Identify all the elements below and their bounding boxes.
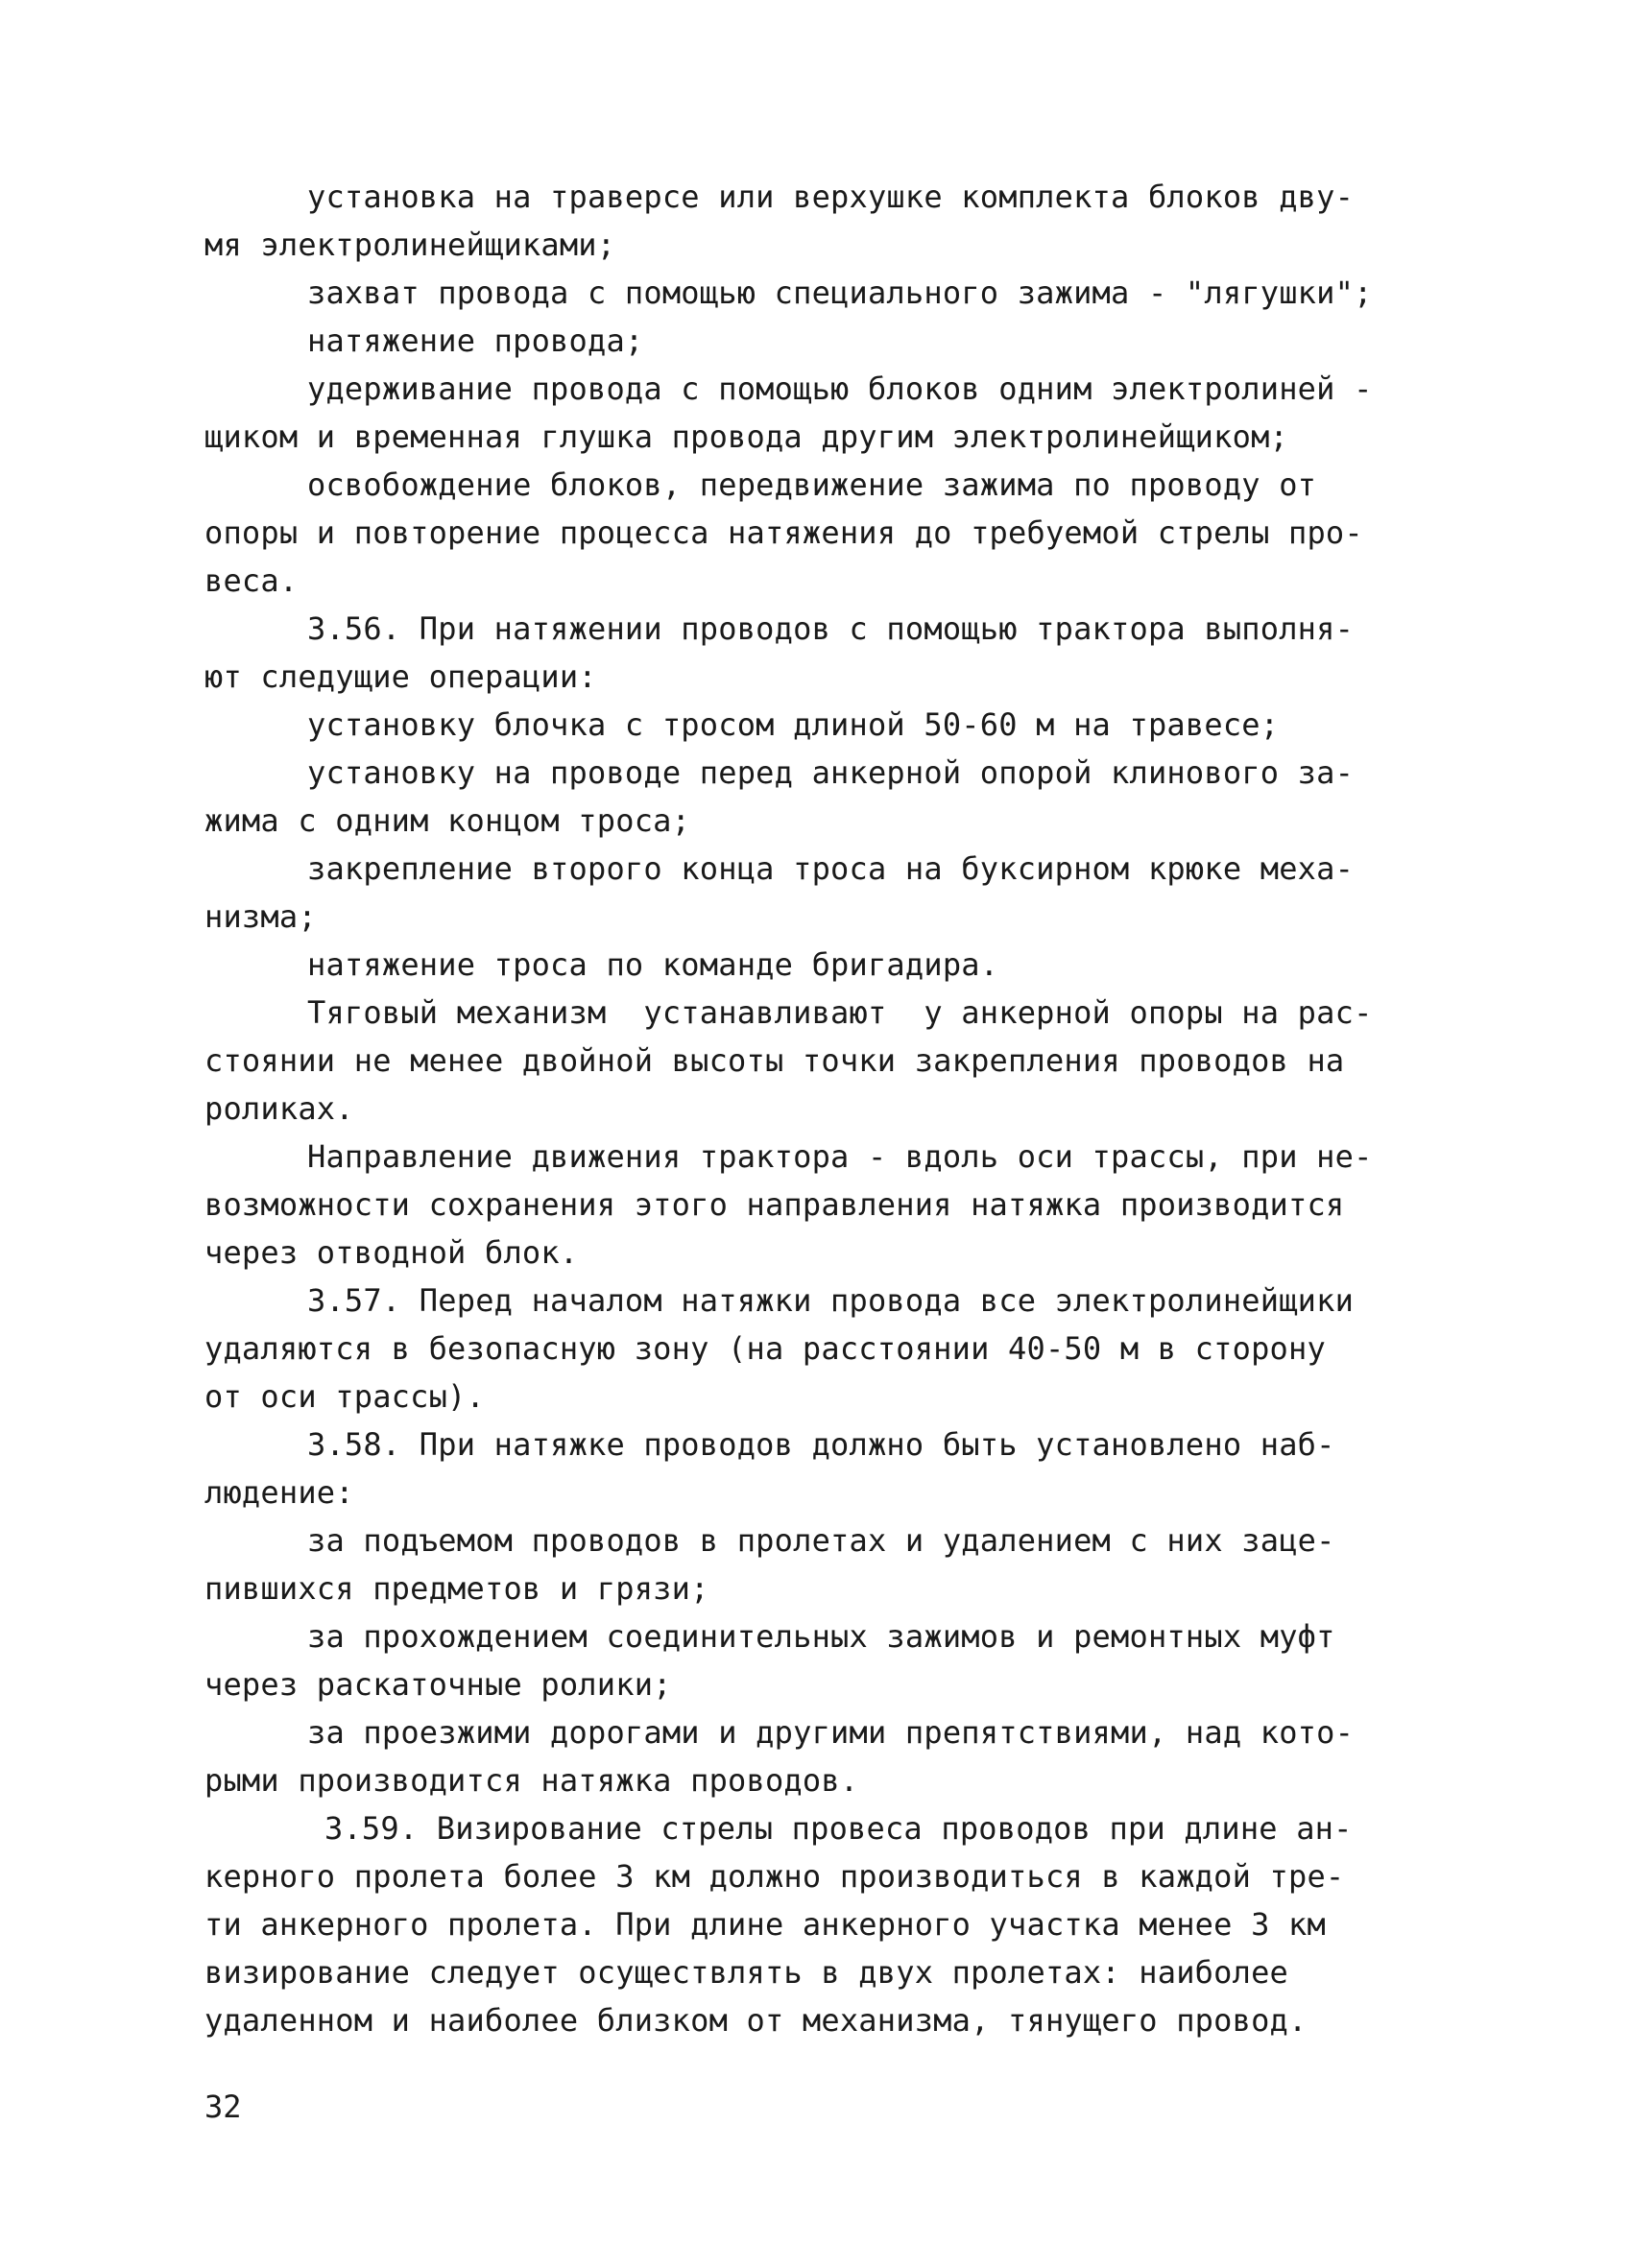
text-line: Тяговый механизм устанавливают у анкерной опоры на рас- [307,994,1373,1031]
text-line: опоры и повторение процесса натяжения до требуемой стрелы про- [204,514,1363,551]
text-line: удаляются в безопасную зону (на расстоянии 40-50 м в сторону [204,1330,1326,1367]
body-text [204,173,1452,2044]
text-line: людение: [204,1474,354,1511]
text-line: через раскаточные ролики; [204,1666,672,1703]
page-number: 32 [204,2089,242,2125]
text-line: рыми производится натяжка проводов. [204,1762,859,1799]
text-line: установка на траверсе или верхушке комплекта блоков дву- [307,179,1355,215]
text-line: возможности сохранения этого направления натяжка производится [204,1186,1345,1223]
text-line: визирование следует осуществлять в двух пролетах: наиболее [204,1954,1289,1991]
text-line: удерживание провода с помощью блоков одним электролиней - [307,370,1373,407]
text-line: установку на проводе перед анкерной опорой клинового за- [307,754,1355,791]
text-line: Направление движения трактора - вдоль оси трассы, при не- [307,1138,1373,1175]
text-line: натяжение троса по команде бригадира. [307,946,999,983]
text-line: 3.57. Перед началом натяжки провода все электролинейщики [307,1282,1355,1319]
text-line: захват провода с помощью специального зажима - "лягушки"; [307,275,1373,311]
text-line: пившихся предметов и грязи; [204,1570,709,1607]
text-line: ют следущие операции: [204,658,597,695]
text-line: через отводной блок. [204,1234,579,1271]
text-line: освобождение блоков, передвижение зажима по проводу от [307,466,1317,503]
text-line: роликах. [204,1090,354,1127]
text-line: за проезжими дорогами и другими препятствиями, над кото- [307,1714,1355,1751]
text-line: от оси трассы). [204,1378,485,1415]
text-line: стоянии не менее двойной высоты точки закрепления проводов на [204,1042,1345,1079]
text-line: натяжение провода; [307,322,644,359]
text-line: 3.56. При натяжении проводов с помощью трактора выполня- [307,610,1355,647]
text-line: низма; [204,898,317,935]
text-line: за подъемом проводов в пролетах и удалением с них заце- [307,1522,1335,1559]
text-line: щиком и временная глушка провода другим электролинейщиком; [204,418,1289,455]
text-line: закрепление второго конца троса на буксирном крюке меха- [307,850,1355,887]
text-line: 3.59. Визирование стрелы провеса проводов при длине ан- [324,1810,1353,1847]
text-line: за прохождением соединительных зажимов и ремонтных муфт [307,1618,1335,1655]
text-line: веса. [204,562,299,599]
text-line: удаленном и наиболее близком от механизма, тянущего провод. [204,2002,1308,2039]
text-line: установку блочка с тросом длиной 50-60 м на травесе; [307,706,1280,743]
text-line: 3.58. При натяжке проводов должно быть установлено наб- [307,1426,1335,1463]
text-line: ти анкерного пролета. При длине анкерного участка менее 3 км [204,1906,1326,1943]
text-line: керного пролета более 3 км должно производиться в каждой тре- [204,1858,1345,1895]
text-line: мя электролинейщиками; [204,227,616,263]
text-line: жима с одним концом троса; [204,802,691,839]
